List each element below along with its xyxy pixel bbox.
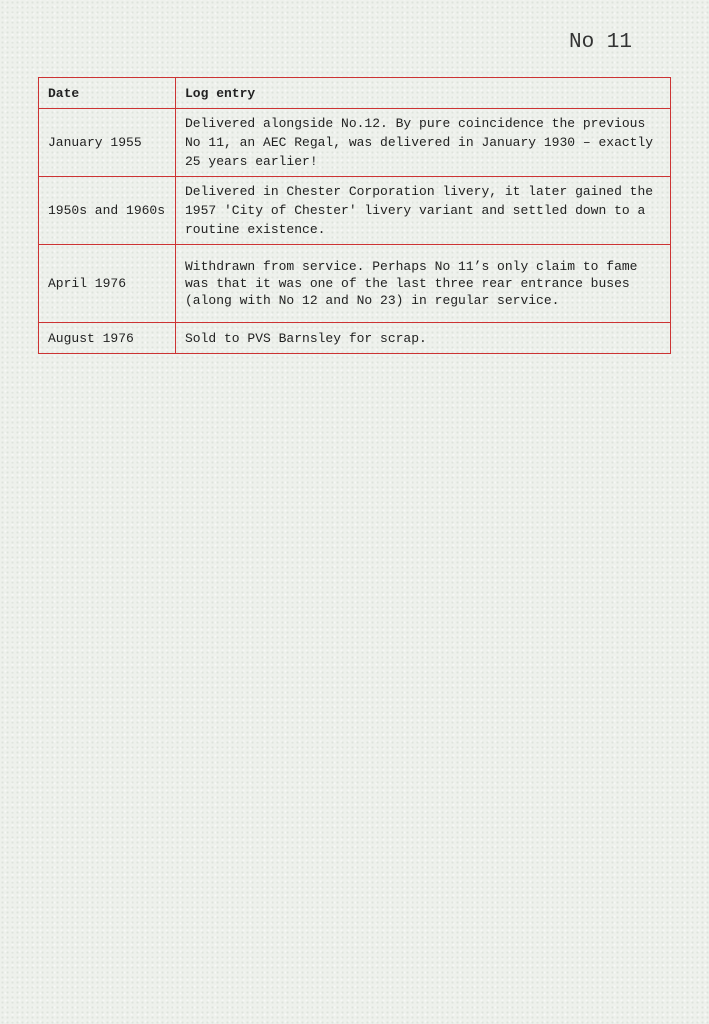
log-entry-cell: Delivered alongside No.12. By pure coincidence the previous No 11, an AEC Regal, was delivered in January 1930 – exactly 25 years earlier! (176, 109, 671, 177)
date-cell: January 1955 (39, 109, 176, 177)
date-cell: April 1976 (39, 245, 176, 323)
log-entry-cell: Withdrawn from service. Perhaps No 11’s only claim to fame was that it was one of the last three rear entrance buses (along with No 12 and No 23) in regular service. (176, 245, 671, 323)
table-row (39, 177, 671, 245)
page-title: No 11 (569, 31, 633, 54)
table-row (39, 109, 671, 177)
log-entry-cell: Delivered in Chester Corporation livery, it later gained the 1957 'City of Chester' livery variant and settled down to a routine existence. (176, 177, 671, 245)
date-cell: 1950s and 1960s (39, 177, 176, 245)
date-column-header: Date (39, 78, 176, 109)
log-table (38, 77, 671, 354)
table-row (39, 323, 671, 354)
table-header-row (39, 78, 671, 109)
log-entry-cell: Sold to PVS Barnsley for scrap. (176, 323, 671, 354)
table-row (39, 245, 671, 323)
date-cell: August 1976 (39, 323, 176, 354)
log-entry-column-header: Log entry (176, 78, 671, 109)
